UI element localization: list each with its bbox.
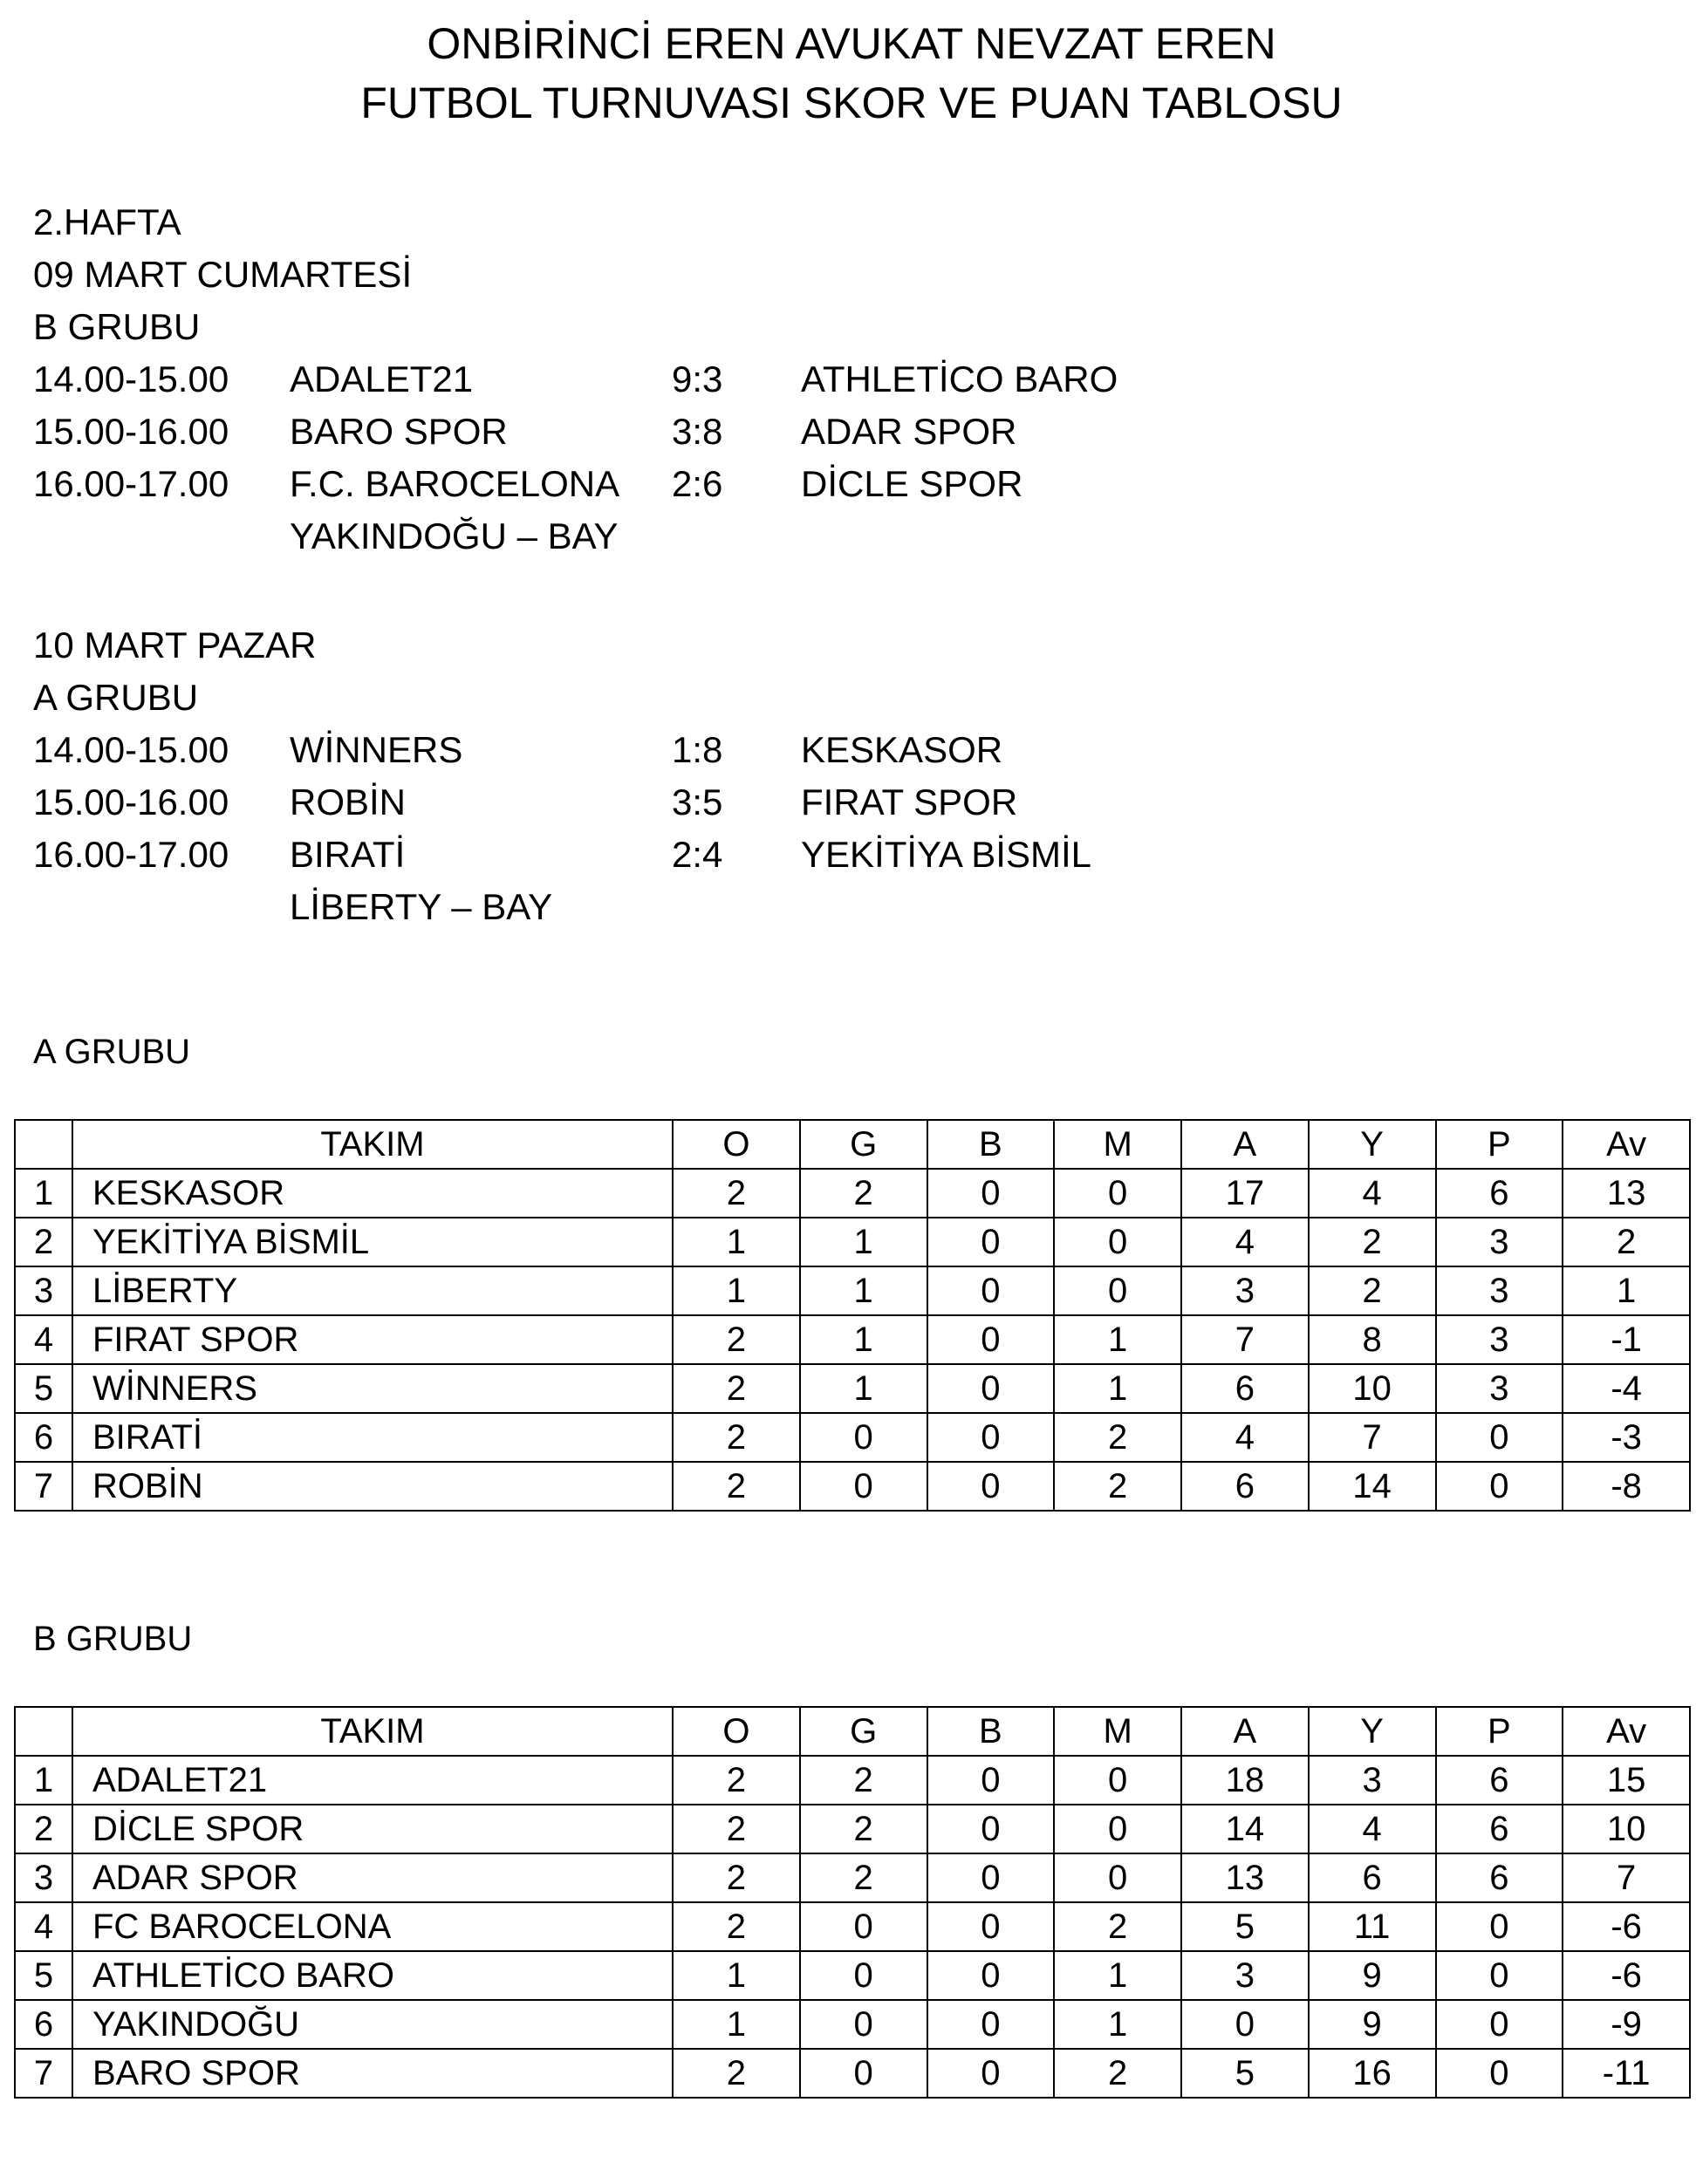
goals-for-cell: 6 <box>1181 1364 1309 1413</box>
match-score: 3:8 <box>672 411 723 452</box>
drawn-cell: 0 <box>927 1805 1055 1853</box>
column-header: G <box>800 1120 927 1169</box>
match-time: 16.00-17.00 <box>33 834 229 875</box>
home-team: BARO SPOR <box>290 411 508 452</box>
column-header: A <box>1181 1120 1309 1169</box>
table-row <box>15 1364 1690 1413</box>
drawn-cell: 0 <box>927 1902 1055 1951</box>
team-cell: FIRAT SPOR <box>72 1315 673 1364</box>
lost-cell: 1 <box>1054 2000 1181 2049</box>
rank-cell: 5 <box>15 1951 72 2000</box>
goals-for-cell: 5 <box>1181 2049 1309 2098</box>
column-header: M <box>1054 1707 1181 1756</box>
column-header: Y <box>1309 1707 1436 1756</box>
goals-against-cell: 4 <box>1309 1805 1436 1853</box>
lost-cell: 0 <box>1054 1266 1181 1315</box>
match-time: 15.00-16.00 <box>33 781 229 822</box>
group-b-standings-table <box>14 1706 1691 2099</box>
column-header: O <box>673 1707 800 1756</box>
day2-date: 10 MART PAZAR <box>33 624 317 665</box>
goals-against-cell: 4 <box>1309 1169 1436 1218</box>
bye-team: LİBERTY – BAY <box>290 886 553 927</box>
column-header: Av <box>1563 1120 1690 1169</box>
drawn-cell: 0 <box>927 2049 1055 2098</box>
played-cell: 1 <box>673 1266 800 1315</box>
lost-cell: 2 <box>1054 1462 1181 1511</box>
average-cell: -6 <box>1563 1951 1690 2000</box>
drawn-cell: 0 <box>927 1413 1055 1462</box>
points-cell: 3 <box>1436 1266 1563 1315</box>
drawn-cell: 0 <box>927 1756 1055 1805</box>
away-team: ATHLETİCO BARO <box>801 358 1118 399</box>
column-header: Av <box>1563 1707 1690 1756</box>
team-cell: BARO SPOR <box>72 2049 673 2098</box>
points-cell: 0 <box>1436 2049 1563 2098</box>
average-cell: -8 <box>1563 1462 1690 1511</box>
table-row <box>15 1853 1690 1902</box>
won-cell: 0 <box>800 1951 927 2000</box>
team-cell: LİBERTY <box>72 1266 673 1315</box>
played-cell: 2 <box>673 1315 800 1364</box>
goals-against-cell: 14 <box>1309 1462 1436 1511</box>
lost-cell: 0 <box>1054 1756 1181 1805</box>
lost-cell: 2 <box>1054 1902 1181 1951</box>
team-cell: YEKİTİYA BİSMİL <box>72 1218 673 1266</box>
column-header: B <box>927 1120 1055 1169</box>
team-cell: ADAR SPOR <box>72 1853 673 1902</box>
away-team: KESKASOR <box>801 729 1003 770</box>
goals-against-cell: 8 <box>1309 1315 1436 1364</box>
points-cell: 6 <box>1436 1169 1563 1218</box>
team-cell: FC BAROCELONA <box>72 1902 673 1951</box>
lost-cell: 0 <box>1054 1853 1181 1902</box>
goals-against-cell: 3 <box>1309 1756 1436 1805</box>
table-row <box>15 1218 1690 1266</box>
average-cell: -6 <box>1563 1902 1690 1951</box>
rank-cell: 1 <box>15 1169 72 1218</box>
goals-against-cell: 2 <box>1309 1218 1436 1266</box>
lost-cell: 2 <box>1054 2049 1181 2098</box>
team-cell: KESKASOR <box>72 1169 673 1218</box>
home-team: ROBİN <box>290 781 407 822</box>
day2-group: A GRUBU <box>33 677 199 718</box>
won-cell: 2 <box>800 1805 927 1853</box>
team-cell: DİCLE SPOR <box>72 1805 673 1853</box>
goals-for-cell: 3 <box>1181 1951 1309 2000</box>
average-cell: -1 <box>1563 1315 1690 1364</box>
rank-cell: 4 <box>15 1902 72 1951</box>
played-cell: 2 <box>673 1902 800 1951</box>
drawn-cell: 0 <box>927 2000 1055 2049</box>
played-cell: 2 <box>673 1462 800 1511</box>
group-a-table-body <box>15 1120 1690 1511</box>
drawn-cell: 0 <box>927 1169 1055 1218</box>
goals-against-cell: 10 <box>1309 1364 1436 1413</box>
table-row <box>15 1805 1690 1853</box>
points-cell: 3 <box>1436 1218 1563 1266</box>
points-cell: 0 <box>1436 1951 1563 2000</box>
table-row <box>15 1169 1690 1218</box>
won-cell: 0 <box>800 1902 927 1951</box>
drawn-cell: 0 <box>927 1853 1055 1902</box>
lost-cell: 0 <box>1054 1805 1181 1853</box>
match-time: 14.00-15.00 <box>33 729 229 770</box>
drawn-cell: 0 <box>927 1364 1055 1413</box>
goals-for-cell: 6 <box>1181 1462 1309 1511</box>
lost-cell: 1 <box>1054 1315 1181 1364</box>
match-score: 2:6 <box>672 463 723 504</box>
average-cell: -11 <box>1563 2049 1690 2098</box>
lost-cell: 0 <box>1054 1218 1181 1266</box>
played-cell: 2 <box>673 2049 800 2098</box>
column-header: M <box>1054 1120 1181 1169</box>
table-row <box>15 1462 1690 1511</box>
goals-for-cell: 4 <box>1181 1413 1309 1462</box>
lost-cell: 2 <box>1054 1413 1181 1462</box>
points-cell: 0 <box>1436 1902 1563 1951</box>
played-cell: 2 <box>673 1756 800 1805</box>
won-cell: 1 <box>800 1266 927 1315</box>
goals-for-cell: 4 <box>1181 1218 1309 1266</box>
points-cell: 6 <box>1436 1805 1563 1853</box>
points-cell: 6 <box>1436 1756 1563 1805</box>
played-cell: 2 <box>673 1169 800 1218</box>
goals-against-cell: 9 <box>1309 1951 1436 2000</box>
column-header: P <box>1436 1707 1563 1756</box>
won-cell: 1 <box>800 1364 927 1413</box>
match-score: 1:8 <box>672 729 723 770</box>
table-row <box>15 1756 1690 1805</box>
table-row <box>15 2049 1690 2098</box>
average-cell: -3 <box>1563 1413 1690 1462</box>
column-header: O <box>673 1120 800 1169</box>
match-score: 9:3 <box>672 358 723 399</box>
match-score: 3:5 <box>672 781 723 822</box>
goals-against-cell: 9 <box>1309 2000 1436 2049</box>
won-cell: 1 <box>800 1218 927 1266</box>
rank-cell: 6 <box>15 1413 72 1462</box>
drawn-cell: 0 <box>927 1218 1055 1266</box>
won-cell: 0 <box>800 1413 927 1462</box>
day1-group: B GRUBU <box>33 306 201 347</box>
goals-against-cell: 11 <box>1309 1902 1436 1951</box>
points-cell: 0 <box>1436 2000 1563 2049</box>
lost-cell: 0 <box>1054 1169 1181 1218</box>
team-cell: ROBİN <box>72 1462 673 1511</box>
table-row <box>15 1413 1690 1462</box>
group-a-standings-table <box>14 1119 1691 1512</box>
match-time: 15.00-16.00 <box>33 411 229 452</box>
rank-cell: 4 <box>15 1315 72 1364</box>
team-cell: YAKINDOĞU <box>72 2000 673 2049</box>
column-header: G <box>800 1707 927 1756</box>
match-score: 2:4 <box>672 834 723 875</box>
match-time: 16.00-17.00 <box>33 463 229 504</box>
team-cell: BIRATİ <box>72 1413 673 1462</box>
goals-for-cell: 0 <box>1181 2000 1309 2049</box>
match-time: 14.00-15.00 <box>33 358 229 399</box>
average-cell: 1 <box>1563 1266 1690 1315</box>
played-cell: 2 <box>673 1364 800 1413</box>
week-label: 2.HAFTA <box>33 201 181 242</box>
average-cell: 15 <box>1563 1756 1690 1805</box>
column-header: A <box>1181 1707 1309 1756</box>
table-row <box>15 2000 1690 2049</box>
rank-cell: 5 <box>15 1364 72 1413</box>
goals-for-cell: 14 <box>1181 1805 1309 1853</box>
away-team: ADAR SPOR <box>801 411 1017 452</box>
drawn-cell: 0 <box>927 1951 1055 2000</box>
goals-for-cell: 13 <box>1181 1853 1309 1902</box>
won-cell: 0 <box>800 1462 927 1511</box>
column-header: TAKIM <box>72 1707 673 1756</box>
rank-cell: 7 <box>15 2049 72 2098</box>
home-team: ADALET21 <box>290 358 474 399</box>
table-row <box>15 1951 1690 2000</box>
page-title-line-2: FUTBOL TURNUVASI SKOR VE PUAN TABLOSU <box>360 78 1343 127</box>
table-row <box>15 1266 1690 1315</box>
column-header <box>15 1120 72 1169</box>
average-cell: 10 <box>1563 1805 1690 1853</box>
group-b-label: B GRUBU <box>33 1620 193 1658</box>
goals-for-cell: 5 <box>1181 1902 1309 1951</box>
points-cell: 0 <box>1436 1413 1563 1462</box>
goals-against-cell: 6 <box>1309 1853 1436 1902</box>
goals-against-cell: 16 <box>1309 2049 1436 2098</box>
column-header <box>15 1707 72 1756</box>
rank-cell: 2 <box>15 1218 72 1266</box>
goals-against-cell: 7 <box>1309 1413 1436 1462</box>
won-cell: 0 <box>800 2049 927 2098</box>
home-team: WİNNERS <box>290 729 463 770</box>
average-cell: 13 <box>1563 1169 1690 1218</box>
rank-cell: 7 <box>15 1462 72 1511</box>
won-cell: 2 <box>800 1756 927 1805</box>
away-team: DİCLE SPOR <box>801 463 1023 504</box>
average-cell: 7 <box>1563 1853 1690 1902</box>
team-cell: ATHLETİCO BARO <box>72 1951 673 2000</box>
rank-cell: 6 <box>15 2000 72 2049</box>
group-a-label: A GRUBU <box>33 1033 191 1071</box>
table-row <box>15 1902 1690 1951</box>
played-cell: 1 <box>673 1218 800 1266</box>
away-team: YEKİTİYA BİSMİL <box>801 834 1092 875</box>
table-row <box>15 1315 1690 1364</box>
goals-for-cell: 7 <box>1181 1315 1309 1364</box>
points-cell: 6 <box>1436 1853 1563 1902</box>
team-cell: WİNNERS <box>72 1364 673 1413</box>
won-cell: 1 <box>800 1315 927 1364</box>
drawn-cell: 0 <box>927 1266 1055 1315</box>
points-cell: 0 <box>1436 1462 1563 1511</box>
played-cell: 2 <box>673 1853 800 1902</box>
away-team: FIRAT SPOR <box>801 781 1018 822</box>
lost-cell: 1 <box>1054 1951 1181 2000</box>
team-cell: ADALET21 <box>72 1756 673 1805</box>
goals-for-cell: 3 <box>1181 1266 1309 1315</box>
column-header: P <box>1436 1120 1563 1169</box>
table-header-row <box>15 1707 1690 1756</box>
won-cell: 2 <box>800 1169 927 1218</box>
played-cell: 1 <box>673 1951 800 2000</box>
home-team: BIRATİ <box>290 834 406 875</box>
points-cell: 3 <box>1436 1315 1563 1364</box>
rank-cell: 1 <box>15 1756 72 1805</box>
day1-date: 09 MART CUMARTESİ <box>33 254 413 295</box>
played-cell: 2 <box>673 1413 800 1462</box>
bye-team: YAKINDOĞU – BAY <box>290 515 619 556</box>
goals-for-cell: 17 <box>1181 1169 1309 1218</box>
rank-cell: 3 <box>15 1266 72 1315</box>
drawn-cell: 0 <box>927 1315 1055 1364</box>
page-title-line-1: ONBİRİNCİ EREN AVUKAT NEVZAT EREN <box>427 19 1276 68</box>
points-cell: 3 <box>1436 1364 1563 1413</box>
goals-for-cell: 18 <box>1181 1756 1309 1805</box>
column-header: TAKIM <box>72 1120 673 1169</box>
drawn-cell: 0 <box>927 1462 1055 1511</box>
group-b-table-body <box>15 1707 1690 2098</box>
played-cell: 1 <box>673 2000 800 2049</box>
column-header: Y <box>1309 1120 1436 1169</box>
rank-cell: 2 <box>15 1805 72 1853</box>
average-cell: -4 <box>1563 1364 1690 1413</box>
column-header: B <box>927 1707 1055 1756</box>
average-cell: -9 <box>1563 2000 1690 2049</box>
lost-cell: 1 <box>1054 1364 1181 1413</box>
played-cell: 2 <box>673 1805 800 1853</box>
home-team: F.C. BAROCELONA <box>290 463 620 504</box>
rank-cell: 3 <box>15 1853 72 1902</box>
goals-against-cell: 2 <box>1309 1266 1436 1315</box>
won-cell: 2 <box>800 1853 927 1902</box>
won-cell: 0 <box>800 2000 927 2049</box>
table-header-row <box>15 1120 1690 1169</box>
average-cell: 2 <box>1563 1218 1690 1266</box>
